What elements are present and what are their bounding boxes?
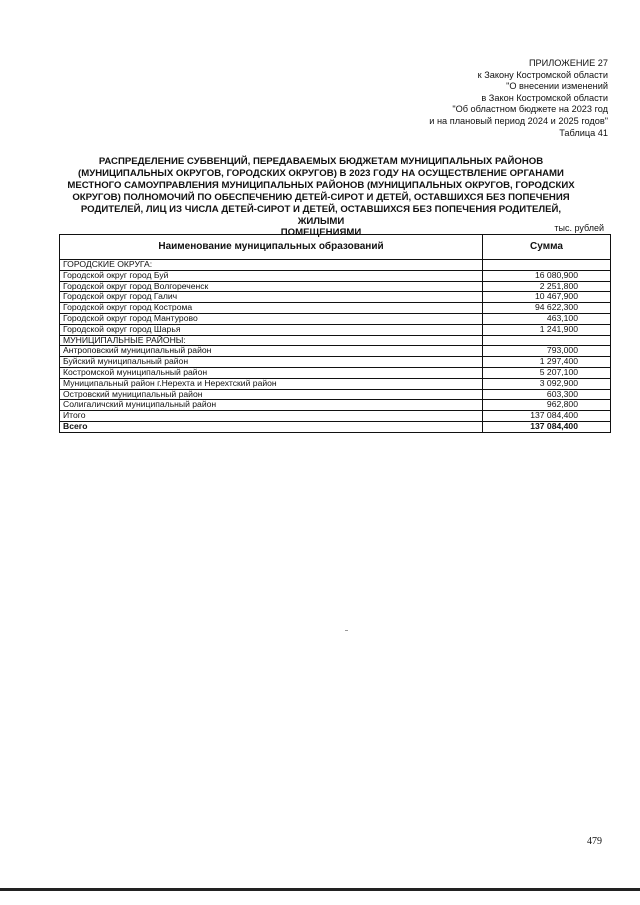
row-name: Городской округ город Волгореченск [60,281,483,292]
row-sum: 463,100 [483,313,611,324]
units-label: тыс. рублей [554,223,604,233]
title-line: РОДИТЕЛЕЙ, ЛИЦ ИЗ ЧИСЛА ДЕТЕЙ-СИРОТ И ДЕТЕЙ, ОСТАВШИХСЯ БЕЗ ПОПЕЧЕНИЯ РОДИТЕЛЕЙ, ЖИЛЫМИ [80,203,562,227]
table-row [60,357,611,368]
table-row [60,389,611,400]
table-header-row [60,235,611,260]
page-number: 479 [587,836,602,847]
appendix-line: ПРИЛОЖЕНИЕ 27 [528,58,608,68]
row-sum: 1 241,900 [483,324,611,335]
scan-edge-line [0,888,640,891]
scan-artifact [345,630,348,631]
appendix-line: "Об областном бюджете на 2023 год [452,104,608,115]
row-name: Городской округ город Шарья [60,324,483,335]
row-name: Островский муниципальный район [60,389,483,400]
title-line: РАСПРЕДЕЛЕНИЕ СУБВЕНЦИЙ, ПЕРЕДАВАЕМЫХ БЮДЖЕТАМ МУНИЦИПАЛЬНЫХ РАЙОНОВ [98,156,544,167]
row-name: Городской округ город Буй [60,270,483,281]
table-row [60,270,611,281]
row-sum: 962,800 [483,400,611,411]
row-name: Буйский муниципальный район [60,357,483,368]
row-name: Городской округ город Кострома [60,303,483,314]
row-sum: 1 297,400 [483,357,611,368]
appendix-header [308,58,608,139]
subsidy-table [59,234,611,433]
row-sum: 3 092,900 [483,378,611,389]
table-row [60,400,611,411]
row-sum: 2 251,800 [483,281,611,292]
table-row [60,303,611,314]
appendix-line: к Закону Костромской области [477,69,608,80]
row-name: Костромской муниципальный район [60,367,483,378]
row-sum: 5 207,100 [483,367,611,378]
group-row [60,335,611,346]
table-number: Таблица 41 [559,127,608,138]
sum-column-header: Сумма [483,235,611,260]
row-name: МУНИЦИПАЛЬНЫЕ РАЙОНЫ: [60,335,483,346]
row-sum: 94 622,300 [483,303,611,314]
table-row [60,324,611,335]
group-row [60,260,611,271]
table-row [60,346,611,357]
row-name: Солигаличский муниципальный район [60,400,483,411]
table-row [60,378,611,389]
row-sum: 137 084,400 [483,411,611,422]
row-name: Муниципальный район г.Нерехта и Нерехтский район [60,378,483,389]
row-sum: 793,000 [483,346,611,357]
document-title [62,156,580,239]
appendix-line: и на плановый период 2024 и 2025 годов" [429,115,608,126]
title-line: (МУНИЦИПАЛЬНЫХ ОКРУГОВ, ГОРОДСКИХ ОКРУГОВ) В 2023 ГОДУ НА ОСУЩЕСТВЛЕНИЕ ОРГАНАМИ [78,167,564,179]
title-line: ПОМЕЩЕНИЯМИ [280,227,362,239]
row-sum: 603,300 [483,389,611,400]
total-row [60,421,611,432]
row-name: Городской округ город Мантурово [60,313,483,324]
appendix-line: в Закон Костромской области [481,92,608,103]
name-column-header: Наименование муниципальных образований [60,235,483,260]
table-row [60,292,611,303]
row-name: Антроповский муниципальный район [60,346,483,357]
row-name: Итого [60,411,483,422]
title-line: МЕСТНОГО САМОУПРАВЛЕНИЯ МУНИЦИПАЛЬНЫХ РАЙОНОВ (МУНИЦИПАЛЬНЫХ ОКРУГОВ, ГОРОДСКИХ [67,179,575,191]
table-row [60,313,611,324]
table-row [60,367,611,378]
total-name: Всего [60,421,483,432]
row-sum [483,335,611,346]
appendix-line: "О внесении изменений [506,81,608,92]
subtotal-row [60,411,611,422]
title-line: ОКРУГОВ) ПОЛНОМОЧИЙ ПО ОБЕСПЕЧЕНИЮ ДЕТЕЙ-СИРОТ И ДЕТЕЙ, ОСТАВШИХСЯ БЕЗ ПОПЕЧЕНИЯ [72,191,570,203]
total-sum: 137 084,400 [483,421,611,432]
row-sum: 10 467,900 [483,292,611,303]
row-name: Городской округ город Галич [60,292,483,303]
table-row [60,281,611,292]
row-sum [483,260,611,271]
row-sum: 16 080,900 [483,270,611,281]
row-name: ГОРОДСКИЕ ОКРУГА: [60,260,483,271]
